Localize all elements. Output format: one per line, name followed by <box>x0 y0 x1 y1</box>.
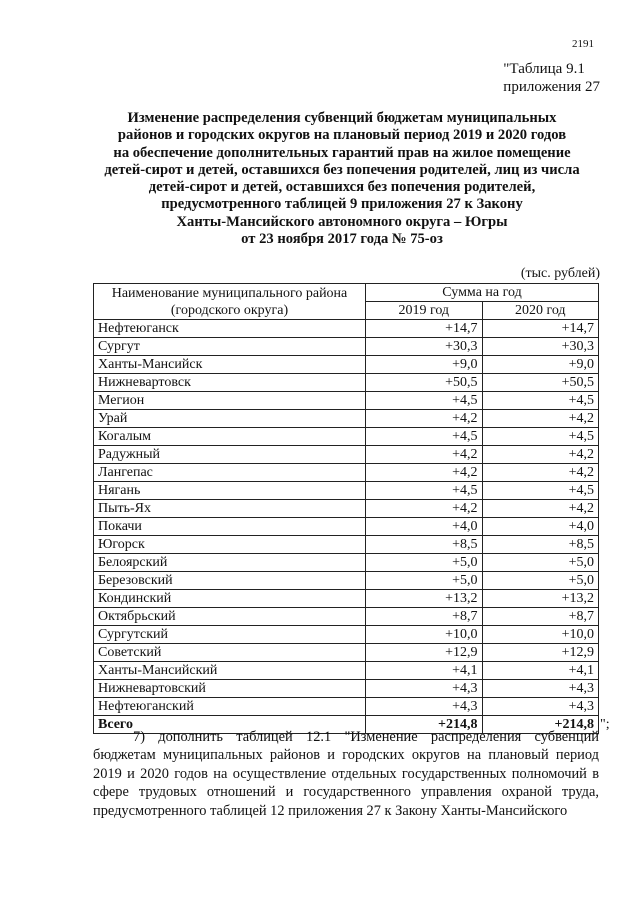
municipality-name: Советский <box>94 644 366 662</box>
value-2020: +4,2 <box>482 446 599 464</box>
table-row <box>94 572 599 590</box>
value-2019: +5,0 <box>366 554 483 572</box>
value-2019: +9,0 <box>366 356 483 374</box>
table-reference-line2: приложения 27 <box>503 79 600 95</box>
value-2019: +30,3 <box>366 338 483 356</box>
value-2019: +4,0 <box>366 518 483 536</box>
municipality-name: Пыть-Ях <box>94 500 366 518</box>
value-2020: +13,2 <box>482 590 599 608</box>
municipality-name: Кондинский <box>94 590 366 608</box>
table-row <box>94 464 599 482</box>
value-2019: +50,5 <box>366 374 483 392</box>
value-2019: +4,5 <box>366 392 483 410</box>
table-row <box>94 482 599 500</box>
value-2019: +4,1 <box>366 662 483 680</box>
table-reference <box>503 60 600 96</box>
municipality-name: Нефтеюганск <box>94 320 366 338</box>
municipality-name: Октябрьский <box>94 608 366 626</box>
value-2019: +5,0 <box>366 572 483 590</box>
value-2020: +5,0 <box>482 572 599 590</box>
header-municipality: Наименование муниципального района (городского округа) <box>94 284 366 320</box>
table-row <box>94 428 599 446</box>
value-2019: +4,5 <box>366 482 483 500</box>
total-label: Всего <box>94 716 366 734</box>
table-row <box>94 698 599 716</box>
table-row <box>94 644 599 662</box>
municipality-name: Лангепас <box>94 464 366 482</box>
municipality-name: Нефтеюганский <box>94 698 366 716</box>
table-row <box>94 320 599 338</box>
table-row <box>94 392 599 410</box>
table-reference-line1: "Таблица 9.1 <box>503 61 585 77</box>
title-line: Ханты-Мансийского автономного округа – Югры <box>176 213 508 230</box>
value-2020: +4,5 <box>482 392 599 410</box>
table-row <box>94 374 599 392</box>
value-2019: +4,2 <box>366 500 483 518</box>
table-row <box>94 626 599 644</box>
body-paragraph: 7) дополнить таблицей 12.1 "Изменение распределения субвенций бюджетам муниципальных районов и городских округов на плановый период 2019 и 2020 годов на осуществление отдельных государственных полномочий в сфере трудовых отношений и государственного управления охраной труда, предусмотренного таблицей 12 приложения 27 к Закону Ханты-Мансийского <box>93 729 599 819</box>
municipality-name: Радужный <box>94 446 366 464</box>
table-row <box>94 554 599 572</box>
table-row <box>94 536 599 554</box>
units-label: (тыс. рублей) <box>520 266 600 281</box>
value-2020: +4,2 <box>482 410 599 428</box>
municipality-name: Нягань <box>94 482 366 500</box>
closing-quote: "; <box>600 717 610 732</box>
table-row <box>94 500 599 518</box>
value-2019: +4,2 <box>366 446 483 464</box>
value-2020: +50,5 <box>482 374 599 392</box>
total-2019: +214,8 <box>366 716 483 734</box>
page-number: 2191 <box>572 38 594 50</box>
municipality-name: Ханты-Мансийск <box>94 356 366 374</box>
title-line: от 23 ноября 2017 года № 75-оз <box>241 231 443 248</box>
header-year-2019: 2019 год <box>366 302 483 320</box>
municipality-name: Когалым <box>94 428 366 446</box>
table-row <box>94 446 599 464</box>
municipality-name: Мегион <box>94 392 366 410</box>
value-2020: +4,3 <box>482 680 599 698</box>
table-row <box>94 410 599 428</box>
table-row <box>94 680 599 698</box>
value-2020: +10,0 <box>482 626 599 644</box>
value-2020: +4,5 <box>482 482 599 500</box>
title-line: детей-сирот и детей, оставшихся без попечения родителей, лиц из числа <box>104 161 580 178</box>
municipality-name: Нижневартовск <box>94 374 366 392</box>
table-row <box>94 356 599 374</box>
subvention-table <box>93 283 599 734</box>
table-row <box>94 662 599 680</box>
municipality-name: Покачи <box>94 518 366 536</box>
municipality-name: Ханты-Мансийский <box>94 662 366 680</box>
municipality-name: Белоярский <box>94 554 366 572</box>
value-2019: +4,3 <box>366 698 483 716</box>
table-row <box>94 518 599 536</box>
value-2020: +8,7 <box>482 608 599 626</box>
value-2019: +10,0 <box>366 626 483 644</box>
title-line: предусмотренного таблицей 9 приложения 27 к Закону <box>161 196 523 213</box>
municipality-name: Югорск <box>94 536 366 554</box>
value-2019: +4,2 <box>366 410 483 428</box>
value-2020: +4,5 <box>482 428 599 446</box>
table-row <box>94 590 599 608</box>
header-sum: Сумма на год <box>366 284 599 302</box>
municipality-name: Сургутский <box>94 626 366 644</box>
value-2020: +4,2 <box>482 464 599 482</box>
value-2019: +4,5 <box>366 428 483 446</box>
municipality-name: Сургут <box>94 338 366 356</box>
municipality-name: Урай <box>94 410 366 428</box>
title-line: на обеспечение дополнительных гарантий прав на жилое помещение <box>113 144 571 161</box>
value-2019: +8,5 <box>366 536 483 554</box>
value-2019: +14,7 <box>366 320 483 338</box>
title-line: районов и городских округов на плановый период 2019 и 2020 годов <box>117 127 567 144</box>
value-2019: +4,3 <box>366 680 483 698</box>
value-2020: +4,3 <box>482 698 599 716</box>
value-2020: +4,1 <box>482 662 599 680</box>
table-row <box>94 338 599 356</box>
title-line: детей-сирот и детей, оставшихся без попечения родителей, <box>148 179 536 196</box>
value-2020: +8,5 <box>482 536 599 554</box>
value-2019: +4,2 <box>366 464 483 482</box>
table-row <box>94 608 599 626</box>
total-2020: +214,8 <box>482 716 599 734</box>
municipality-name: Нижневартовский <box>94 680 366 698</box>
value-2019: +12,9 <box>366 644 483 662</box>
value-2020: +9,0 <box>482 356 599 374</box>
value-2020: +4,0 <box>482 518 599 536</box>
document-title <box>64 110 620 248</box>
value-2020: +14,7 <box>482 320 599 338</box>
value-2020: +12,9 <box>482 644 599 662</box>
value-2020: +30,3 <box>482 338 599 356</box>
value-2019: +8,7 <box>366 608 483 626</box>
title-line: Изменение распределения субвенций бюджетам муниципальных <box>127 110 557 126</box>
municipality-name: Березовский <box>94 572 366 590</box>
value-2019: +13,2 <box>366 590 483 608</box>
header-year-2020: 2020 год <box>482 302 599 320</box>
value-2020: +5,0 <box>482 554 599 572</box>
value-2020: +4,2 <box>482 500 599 518</box>
